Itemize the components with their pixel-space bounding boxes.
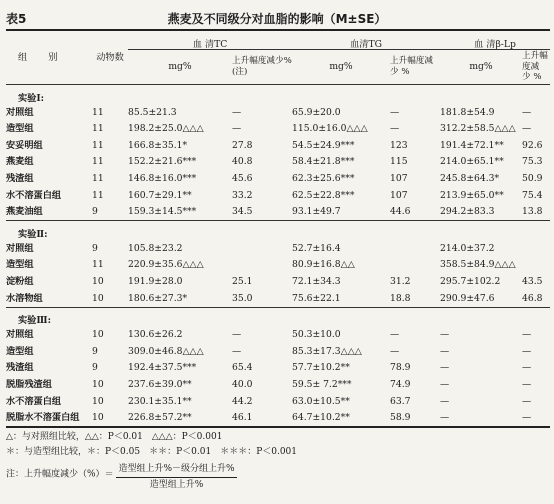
formula-denominator: 造型组上升% bbox=[149, 479, 204, 490]
animal-count: 10 bbox=[92, 276, 104, 288]
blp-pct: 75.3 bbox=[522, 156, 543, 168]
tc-value: 85.5±21.3 bbox=[128, 106, 177, 118]
tc-value: 192.4±37.5*** bbox=[128, 362, 197, 374]
header-blp-mg: mg% bbox=[440, 50, 522, 85]
blp-pct: 13.8 bbox=[522, 206, 543, 218]
tg-value: 62.5±22.8*** bbox=[292, 189, 355, 201]
tc-pct: 33.2 bbox=[232, 189, 253, 201]
tg-value: 63.0±10.5** bbox=[292, 395, 350, 407]
header-tc-mg: mg% bbox=[128, 50, 232, 85]
tc-pct: 35.0 bbox=[232, 292, 253, 304]
tc-value: 309.0±46.8△△△ bbox=[128, 345, 204, 357]
blp-pct: 43.5 bbox=[522, 276, 543, 288]
blp-value: — bbox=[440, 362, 450, 374]
blp-value: 191.4±72.1** bbox=[440, 139, 504, 151]
animal-count: 11 bbox=[92, 106, 104, 118]
tg-value: 57.7±10.2** bbox=[292, 362, 350, 374]
tg-value: 80.9±16.8△△ bbox=[292, 259, 355, 271]
tc-value: 166.8±35.1* bbox=[128, 139, 188, 151]
table-row bbox=[6, 290, 550, 307]
tc-value: 152.2±21.6*** bbox=[128, 156, 197, 168]
blp-pct bbox=[522, 257, 550, 274]
tc-pct: — bbox=[232, 123, 242, 135]
table-row bbox=[6, 393, 550, 410]
formula-fraction bbox=[116, 462, 236, 492]
tg-value: 72.1±34.3 bbox=[292, 276, 341, 288]
table-row bbox=[6, 170, 550, 187]
group-name: 对照组 bbox=[6, 106, 34, 118]
group-name: 淀粉组 bbox=[6, 276, 34, 288]
group-name: 水溶物组 bbox=[6, 292, 43, 304]
table-row bbox=[6, 376, 550, 393]
header-tg: 血清TG bbox=[292, 30, 440, 50]
table-row bbox=[6, 104, 550, 121]
blp-pct: 50.9 bbox=[522, 173, 543, 185]
tc-pct: 40.0 bbox=[232, 379, 253, 390]
group-name: 水不溶蛋白组 bbox=[6, 189, 62, 201]
blp-pct: — bbox=[522, 345, 532, 357]
animal-count: 10 bbox=[92, 412, 104, 424]
header-tg-mg: mg% bbox=[292, 50, 390, 85]
group-name: 燕麦组 bbox=[6, 156, 34, 168]
table-row bbox=[6, 204, 550, 221]
blp-pct: — bbox=[522, 412, 532, 424]
blp-value: — bbox=[440, 412, 450, 424]
tc-value: 180.6±27.3* bbox=[128, 292, 188, 304]
group-name: 对照组 bbox=[6, 242, 34, 254]
tc-value: 230.1±35.1** bbox=[128, 395, 192, 407]
group-name: 残渣组 bbox=[6, 362, 34, 374]
blp-pct: — bbox=[522, 395, 532, 407]
group-name: 水不溶蛋白组 bbox=[6, 395, 62, 407]
section-title: 实验Ⅱ: bbox=[6, 221, 550, 241]
blp-pct: — bbox=[522, 329, 532, 341]
table-row bbox=[6, 137, 550, 154]
blp-value: 213.9±65.0** bbox=[440, 189, 504, 201]
group-name: 脱脂水不溶蛋白组 bbox=[6, 412, 80, 424]
header-tg-pct: 上升幅度减 少 % bbox=[390, 50, 440, 85]
formula-numerator: 造型组上升%－级分组上升% bbox=[116, 462, 236, 478]
animal-count: 10 bbox=[92, 292, 104, 304]
tc-pct: — bbox=[232, 329, 242, 341]
animal-count: 9 bbox=[92, 345, 98, 357]
blp-pct: 92.6 bbox=[522, 139, 543, 151]
blp-pct: 75.4 bbox=[522, 189, 543, 201]
tg-pct bbox=[390, 257, 440, 274]
tg-pct: 58.9 bbox=[390, 412, 411, 424]
tc-value: 226.8±57.2** bbox=[128, 412, 192, 424]
blp-value: — bbox=[440, 379, 450, 390]
section-title: 实验Ⅰ: bbox=[18, 92, 45, 104]
formula-label: 注：上升幅度减少（%）＝ bbox=[6, 469, 114, 480]
data-table bbox=[6, 29, 550, 428]
animal-count: 10 bbox=[92, 379, 104, 390]
table-row bbox=[6, 343, 550, 360]
tc-pct: 40.8 bbox=[232, 156, 253, 168]
tg-value: 54.5±24.9*** bbox=[292, 139, 355, 151]
animal-count: 9 bbox=[92, 242, 98, 254]
tg-value: 50.3±10.0 bbox=[292, 329, 341, 341]
blp-value: 294.2±83.3 bbox=[440, 206, 495, 218]
tc-pct: 25.1 bbox=[232, 276, 253, 288]
footnote-asterisk: ＊：与造型组比较，＊：P＜0.05 ＊＊：P＜0.01 ＊＊＊：P＜0.001 bbox=[6, 446, 298, 457]
section-row bbox=[6, 85, 550, 105]
blp-value: 214.0±65.1** bbox=[440, 156, 504, 168]
tc-pct: 65.4 bbox=[232, 362, 253, 374]
blp-pct: — bbox=[522, 379, 532, 390]
group-name: 安妥明组 bbox=[6, 139, 43, 151]
group-name: 残渣组 bbox=[6, 173, 34, 185]
tg-value: 52.7±16.4 bbox=[292, 242, 341, 254]
table-row bbox=[6, 360, 550, 377]
tg-value: 58.4±21.8*** bbox=[292, 156, 355, 168]
section-title: 实验Ⅲ: bbox=[6, 307, 550, 327]
tg-pct: 31.2 bbox=[390, 276, 411, 288]
tc-value: 159.3±14.5*** bbox=[128, 206, 197, 218]
tg-value: 65.9±20.0 bbox=[292, 106, 341, 118]
header-blp: 血 清β-Lp bbox=[440, 30, 550, 50]
blp-pct bbox=[522, 240, 550, 257]
footnotes bbox=[6, 430, 297, 489]
footnote-formula bbox=[6, 459, 297, 489]
tc-value: 237.6±39.0** bbox=[128, 379, 192, 390]
tg-value: 75.6±22.1 bbox=[292, 292, 341, 304]
tg-pct: — bbox=[390, 345, 400, 357]
header-tc: 血 清TC bbox=[128, 30, 292, 50]
header-group: 组 别 bbox=[6, 30, 92, 85]
animal-count: 11 bbox=[92, 123, 104, 135]
animal-count: 11 bbox=[92, 189, 104, 201]
footnote-triangle: △：与对照组比较，△△：P＜0.01 △△△：P＜0.001 bbox=[6, 432, 223, 442]
tc-pct: 45.6 bbox=[232, 173, 253, 185]
blp-pct: 46.8 bbox=[522, 292, 543, 304]
tg-pct bbox=[390, 240, 440, 257]
blp-value: — bbox=[440, 345, 450, 357]
table-row bbox=[6, 240, 550, 257]
animal-count: 10 bbox=[92, 395, 104, 407]
tg-pct: 107 bbox=[390, 189, 408, 201]
table-row bbox=[6, 187, 550, 204]
header-tc-pct: 上升幅度减少%(注) bbox=[232, 50, 292, 85]
table-title: 燕麦及不同级分对血脂的影响（M±SE） bbox=[167, 12, 387, 26]
tg-value: 59.5± 7.2*** bbox=[292, 379, 352, 390]
animal-count: 11 bbox=[92, 173, 104, 185]
tc-value: 198.2±25.0△△△ bbox=[128, 123, 204, 135]
tg-pct: 123 bbox=[390, 139, 408, 151]
blp-value: 181.8±54.9 bbox=[440, 106, 495, 118]
table-row bbox=[6, 257, 550, 274]
tc-pct: — bbox=[232, 345, 242, 357]
animal-count: 9 bbox=[92, 362, 98, 374]
animal-count: 9 bbox=[92, 206, 98, 218]
tc-pct bbox=[232, 257, 292, 274]
group-name: 造型组 bbox=[6, 259, 34, 271]
table-row bbox=[6, 410, 550, 428]
tc-pct: 46.1 bbox=[232, 412, 253, 424]
tc-pct bbox=[232, 240, 292, 257]
blp-value: 290.9±47.6 bbox=[440, 292, 495, 304]
tc-value: 105.8±23.2 bbox=[128, 242, 183, 254]
blp-pct: — bbox=[522, 123, 532, 135]
animal-count: 11 bbox=[92, 156, 104, 168]
tg-pct: 63.7 bbox=[390, 395, 411, 407]
header-blp-pct: 上升幅度减 少 % bbox=[522, 50, 550, 85]
tg-pct: 107 bbox=[390, 173, 408, 185]
tg-pct: 74.9 bbox=[390, 379, 411, 390]
tc-pct: 44.2 bbox=[232, 395, 253, 407]
group-name: 对照组 bbox=[6, 329, 34, 341]
animal-count: 11 bbox=[92, 259, 104, 271]
animal-count: 11 bbox=[92, 139, 104, 151]
section-row bbox=[6, 221, 550, 241]
group-name: 脱脂残渣组 bbox=[6, 379, 52, 390]
group-name: 造型组 bbox=[6, 123, 34, 135]
tg-pct: 115 bbox=[390, 156, 408, 168]
blp-value: 214.0±37.2 bbox=[440, 242, 495, 254]
tg-value: 62.3±25.6*** bbox=[292, 173, 355, 185]
group-name: 燕麦油组 bbox=[6, 206, 43, 218]
tc-pct: — bbox=[232, 106, 242, 118]
tg-value: 115.0±16.0△△△ bbox=[292, 123, 368, 135]
blp-value: 358.5±84.9△△△ bbox=[440, 259, 516, 271]
tc-value: 191.9±28.0 bbox=[128, 276, 183, 288]
table-row bbox=[6, 154, 550, 171]
tg-value: 93.1±49.7 bbox=[292, 206, 341, 218]
blp-pct: — bbox=[522, 362, 532, 374]
table-row bbox=[6, 121, 550, 138]
animal-count: 10 bbox=[92, 329, 104, 341]
tc-pct: 34.5 bbox=[232, 206, 253, 218]
blp-value: 312.2±58.5△△△ bbox=[440, 123, 516, 135]
tg-value: 64.7±10.2** bbox=[292, 412, 350, 424]
tg-pct: — bbox=[390, 106, 400, 118]
tg-pct: 44.6 bbox=[390, 206, 411, 218]
header-animal-count: 动物数 bbox=[92, 30, 128, 85]
tg-pct: — bbox=[390, 329, 400, 341]
blp-pct: — bbox=[522, 106, 532, 118]
group-name: 造型组 bbox=[6, 345, 34, 357]
table-row bbox=[6, 273, 550, 290]
blp-value: — bbox=[440, 329, 450, 341]
tg-value: 85.3±17.3△△△ bbox=[292, 345, 362, 357]
section-row bbox=[6, 307, 550, 327]
tg-pct: 78.9 bbox=[390, 362, 411, 374]
tc-pct: 27.8 bbox=[232, 139, 253, 151]
table-row bbox=[6, 327, 550, 344]
blp-value: 245.8±64.3* bbox=[440, 173, 500, 185]
blp-value: — bbox=[440, 395, 450, 407]
blp-value: 295.7±102.2 bbox=[440, 276, 501, 288]
tc-value: 130.6±26.2 bbox=[128, 329, 183, 341]
tc-value: 160.7±29.1** bbox=[128, 189, 192, 201]
tc-value: 146.8±16.0*** bbox=[128, 173, 197, 185]
table-label: 表5 bbox=[6, 12, 27, 26]
tg-pct: 18.8 bbox=[390, 292, 411, 304]
table-body bbox=[6, 85, 550, 428]
tg-pct: — bbox=[390, 123, 400, 135]
tc-value: 220.9±35.6△△△ bbox=[128, 259, 204, 271]
